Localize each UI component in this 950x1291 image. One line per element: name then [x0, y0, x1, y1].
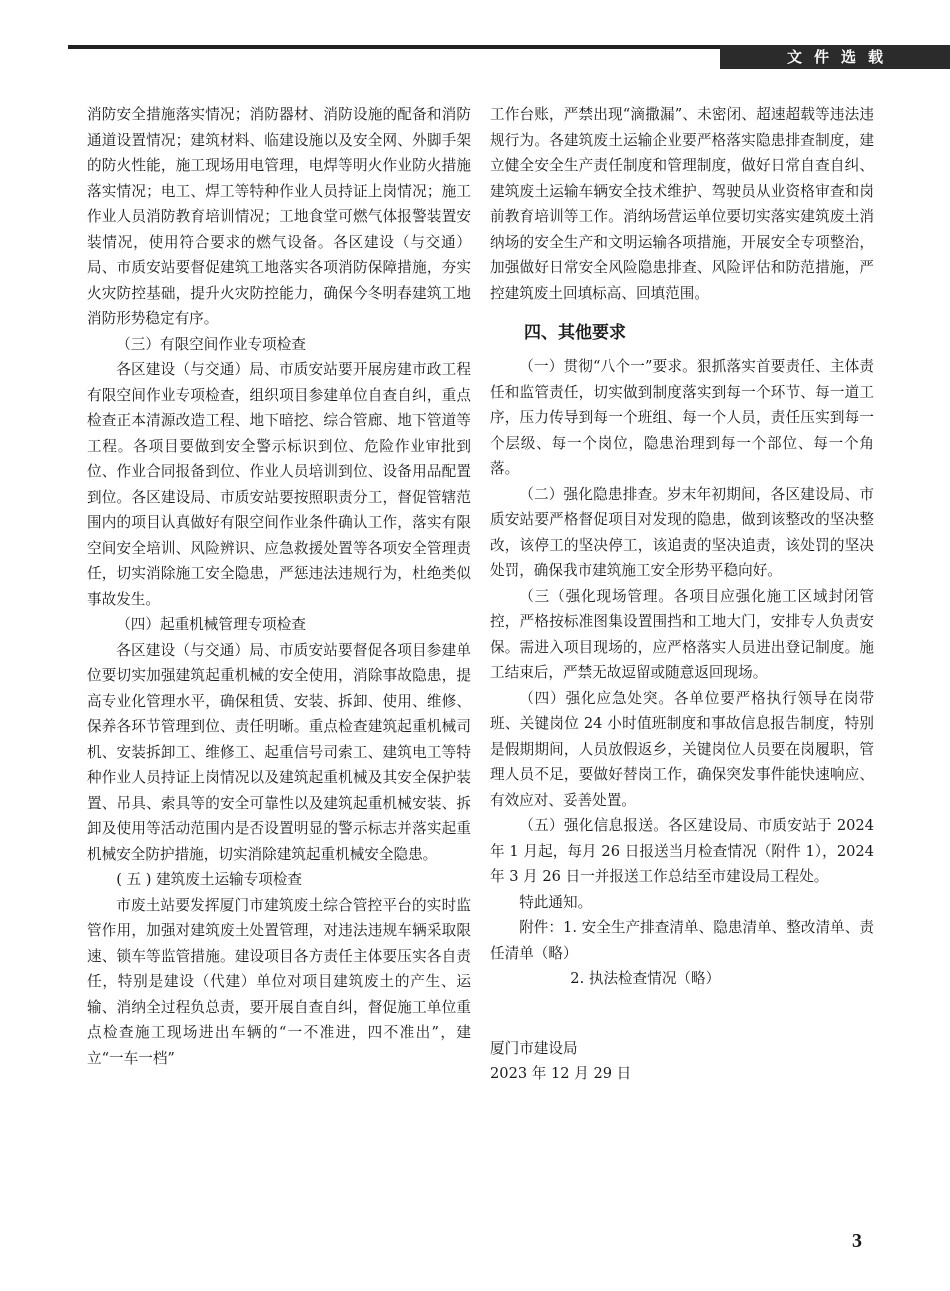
signature-date: 2023 年 12 月 29 日 [490, 1065, 632, 1082]
attachment-item-2: 2. 执法检查情况（略） [570, 970, 721, 987]
signature-spacer [490, 992, 874, 1036]
paragraph-requirement-2: （二）强化隐患排查。岁末年初期间，各区建设局、市质安站要严格督促项目对发现的隐患，做到该整改的坚决整改，该停工的坚决停工，该追责的坚决追责，该处罚的坚决处罚，确保我市建筑施工安全形势平稳向好。 [490, 485, 874, 579]
paragraph-requirement-3: （三（强化现场管理。各项目应强化施工区域封闭管控，严格按标准图集设置围挡和工地大门，安排专人负责安保。需进入项目现场的，应严格落实人员进出登记制度。施工结束后，严禁无故逗留或随意返回现场。 [490, 587, 874, 681]
left-column [87, 102, 471, 1071]
subheading-lifting-machinery: （四）起重机械管理专项检查 [116, 616, 306, 633]
paragraph-waste-soil-continued: 工作台账，严禁出现“滴撒漏”、未密闭、超速超载等违法违规行为。各建筑废土运输企业要严格落实隐患排查制度，建立健全安全生产责任制度和管理制度，做好日常自查自纠、建筑废土运输车辆安全技术维护、驾驶员从业资格审查和岗前教育培训等工作。消纳场营运单位要切实落实建筑废土消纳场的安全生产和文明运输各项措施，开展安全专项整治，加强做好日常安全风险隐患排查、风险评估和防范措施，严控建筑废土回填标高、回填范围。 [490, 106, 874, 302]
paragraph-requirement-1: （一）贯彻“八个一”要求。狠抓落实首要责任、主体责任和监管责任，切实做到制度落实到每一个环节、每一道工序，压力传导到每一个班组、每一个人员，责任压实到每一个层级、每一个岗位，隐患治理到每一个部位、每一个角落。 [490, 358, 874, 477]
paragraph-fire-safety-continued: 消防安全措施落实情况；消防器材、消防设施的配备和消防通道设置情况；建筑材料、临建设施以及安全网、外脚手架的防火性能，施工现场用电管理，电焊等明火作业防火措施落实情况；电工、焊工等特种作业人员持证上岗情况；施工作业人员消防教育培训情况；工地食堂可燃气体报警装置安装情况，使用符合要求的燃气设备。各区建设（与交通）局、市质安站要督促建筑工地落实各项消防保障措施，夯实火灾防控基础，提升火灾防控能力，确保今冬明春建筑工地消防形势稳定有序。 [87, 106, 471, 327]
attachment-item-1: 附件：1. 安全生产排查清单、隐患清单、整改清单、责任清单（略） [490, 919, 874, 962]
subheading-confined-space: （三）有限空间作业专项检查 [116, 335, 306, 353]
signature-organization: 厦门市建设局 [490, 1039, 578, 1057]
paragraph-requirement-5: （五）强化信息报送。各区建设局、市质安站于 2024 年 1 月起，每月 26 日报送当月检查情况（附件 1），2024 年 3 月 26 日一并报送工作总结至市建设局工程处。 [490, 817, 874, 885]
subheading-waste-soil: ( 五 ) 建筑废土运输专项检查 [116, 871, 303, 888]
right-column [490, 102, 874, 1087]
section-label: 文件选载 [720, 45, 950, 69]
page-number: 3 [852, 1230, 862, 1252]
paragraph-lifting-machinery: 各区建设（与交通）局、市质安站要督促各项目参建单位要切实加强建筑起重机械的安全使用，消除事故隐患，提高专业化管理水平，确保租赁、安装、拆卸、使用、维修、保养各环节管理到位、责任明晰。重点检查建筑起重机械司机、安装拆卸工、维修工、起重信号司索工、建筑电工等特种作业人员持证上岗情况以及建筑起重机械及其安全保护装置、吊具、索具等的安全可靠性以及建筑起重机械安装、拆卸及使用等活动范围内是否设置明显的警示标志并落实起重机械安全防护措施，切实消除建筑起重机械安全隐患。 [87, 641, 471, 863]
paragraph-confined-space: 各区建设（与交通）局、市质安站要开展房建市政工程有限空间作业专项检查，组织项目参建单位自查自纠，重点检查正本清源改造工程、地下暗挖、综合管廊、地下管道等工程。各项目要做到安全警示标识到位、危险作业审批到位、作业合同报备到位、作业人员培训到位、设备用品配置到位。各区建设局、市质安站要按照职责分工，督促管辖范围内的项目认真做好有限空间作业条件确认工作，落实有限空间安全培训、风险辨识、应急救援处置等各项安全管理责任，切实消除施工安全隐患，严惩违法违规行为，杜绝类似事故发生。 [87, 361, 471, 608]
notice-closing: 特此通知。 [519, 893, 593, 911]
section-heading-other-requirements: 四、其他要求 [524, 323, 626, 343]
paragraph-waste-soil: 市废土站要发挥厦门市建筑废土综合管控平台的实时监管作用，加强对建筑废土处置管理，对违法违规车辆采取限速、锁车等监管措施。建设项目各方责任主体要压实各自责任，特别是建设（代建）单位对项目建筑废土的产生、运输、消纳全过程负总责，要开展自查自纠，督促施工单位重点检查施工现场进出车辆的“一不准进，四不准出”，建立“一车一档” [87, 896, 471, 1067]
paragraph-requirement-4: （四）强化应急处突。各单位要严格执行领导在岗带班、关键岗位 24 小时值班制度和事故信息报告制度，特别是假期期间，人员放假返乡，关键岗位人员要在岗履职，管理人员不足，要做好替岗工作，确保突发事件能快速响应、有效应对、妥善处置。 [490, 689, 874, 809]
